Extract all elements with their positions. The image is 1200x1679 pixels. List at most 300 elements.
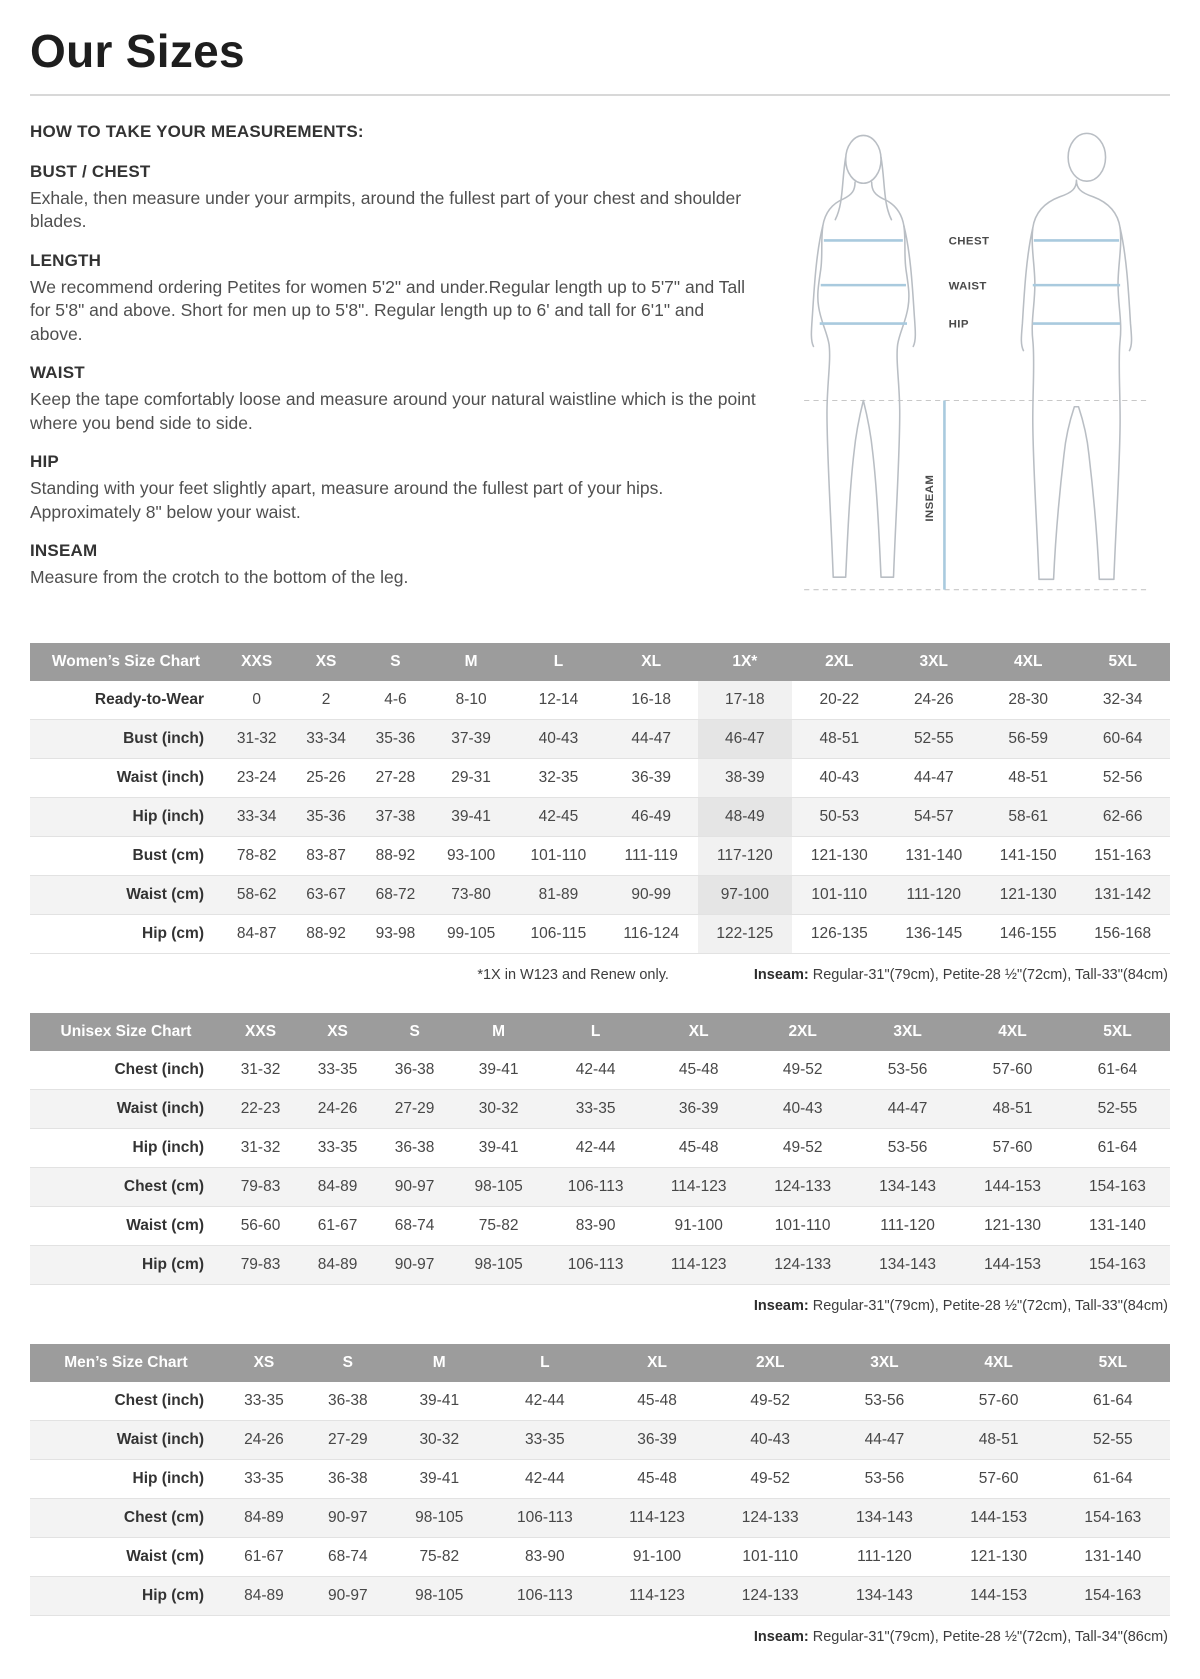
size-cell: 40-43	[538, 729, 579, 747]
size-column-header: S	[376, 1013, 453, 1051]
size-column-header: XS	[222, 1344, 306, 1382]
size-cell: 36-39	[637, 1430, 677, 1448]
size-cell: 154-163	[1089, 1255, 1146, 1273]
size-cell: 97-100	[698, 875, 792, 914]
size-cell: 42-44	[525, 1391, 565, 1409]
inseam-label: INSEAM	[924, 474, 937, 522]
inseam-footnote-text: Regular-31"(79cm), Petite-28 ½"(72cm), Tall-33"(84cm)	[808, 966, 1168, 983]
size-cell: 48-51	[1008, 768, 1049, 786]
inseam-footnote-text: Regular-31"(79cm), Petite-28 ½"(72cm), Tall-33"(84cm)	[808, 1297, 1168, 1314]
size-cell: 90-99	[631, 885, 672, 903]
size-column-header: 4XL	[981, 643, 1075, 681]
table-row	[30, 1498, 1170, 1537]
size-column-header: 2XL	[750, 1013, 855, 1051]
size-cell: 116-124	[623, 924, 680, 942]
size-cell: 24-26	[913, 690, 954, 708]
size-cell: 45-48	[637, 1469, 677, 1487]
size-cell: 8-10	[455, 690, 487, 708]
womens-size-chart	[30, 643, 1170, 954]
size-cell: 39-41	[451, 807, 491, 825]
size-cell: 126-135	[810, 924, 868, 942]
size-cell: 156-168	[1094, 924, 1152, 942]
size-cell: 33-35	[317, 1060, 358, 1078]
row-label: Waist (cm)	[126, 1216, 204, 1234]
size-cell: 58-62	[236, 885, 277, 903]
size-cell: 49-52	[750, 1469, 791, 1487]
size-cell: 90-97	[327, 1586, 368, 1604]
inseam-footnote-label: Inseam:	[753, 1628, 809, 1645]
size-cell: 36-38	[327, 1391, 368, 1409]
size-cell: 98-105	[415, 1586, 464, 1604]
size-cell: 17-18	[698, 681, 792, 720]
size-cell: 78-82	[236, 846, 277, 864]
row-label: Bust (inch)	[123, 729, 204, 747]
size-cell: 33-34	[306, 729, 346, 747]
table-row	[30, 1167, 1170, 1206]
size-cell: 33-35	[525, 1430, 565, 1448]
size-cell: 93-100	[446, 846, 496, 864]
row-label: Chest (inch)	[114, 1060, 204, 1078]
size-cell: 45-48	[678, 1138, 719, 1156]
size-cell: 52-55	[913, 729, 954, 747]
size-cell: 46-47	[698, 719, 792, 758]
measurement-instructions	[30, 120, 761, 613]
size-cell: 75-82	[419, 1547, 460, 1565]
size-cell: 154-163	[1084, 1586, 1142, 1604]
size-cell: 4-6	[384, 690, 407, 708]
size-cell: 33-35	[317, 1138, 358, 1156]
size-column-header: S	[306, 1344, 390, 1382]
size-cell: 98-105	[474, 1255, 523, 1273]
size-column-header: L	[544, 1013, 647, 1051]
table-row	[30, 681, 1170, 720]
size-cell: 45-48	[678, 1060, 719, 1078]
size-cell: 31-32	[236, 729, 277, 747]
title-divider	[30, 94, 1170, 96]
size-cell: 84-89	[244, 1586, 284, 1604]
row-label: Waist (cm)	[126, 1547, 204, 1565]
size-cell: 83-87	[306, 846, 346, 864]
size-cell: 81-89	[538, 885, 579, 903]
inseam-footnote	[754, 1629, 1168, 1645]
row-label: Ready-to-Wear	[94, 690, 204, 708]
row-label: Waist (inch)	[116, 1430, 204, 1448]
section-waist	[30, 363, 761, 435]
size-cell: 121-130	[970, 1547, 1028, 1565]
size-cell: 136-145	[905, 924, 963, 942]
size-cell: 88-92	[375, 846, 416, 864]
size-table	[30, 643, 1170, 954]
size-cell: 75-82	[478, 1216, 519, 1234]
size-cell: 62-66	[1102, 807, 1143, 825]
size-cell: 144-153	[984, 1255, 1041, 1273]
size-table	[30, 1013, 1170, 1285]
table-row	[30, 1206, 1170, 1245]
size-cell: 98-105	[415, 1508, 464, 1526]
size-cell: 141-150	[999, 846, 1057, 864]
size-cell: 29-31	[451, 768, 491, 786]
size-column-header: XXS	[222, 1013, 299, 1051]
size-cell: 42-44	[575, 1060, 616, 1078]
size-column-header: XXS	[222, 643, 291, 681]
inseam-footnote-text: Regular-31"(79cm), Petite-28 ½"(72cm), Tall-34"(86cm)	[808, 1628, 1168, 1645]
size-cell: 121-130	[810, 846, 868, 864]
unisex-size-chart-section	[30, 1013, 1170, 1314]
size-cell: 144-153	[970, 1586, 1028, 1604]
section-title: HIP	[30, 452, 59, 472]
size-cell: 99-105	[446, 924, 496, 942]
section-inseam	[30, 541, 761, 589]
size-cell: 111-120	[880, 1216, 935, 1234]
size-cell: 68-74	[327, 1547, 368, 1565]
size-column-header: 3XL	[855, 1013, 960, 1051]
size-cell: 33-35	[575, 1099, 616, 1117]
size-cell: 57-60	[992, 1138, 1033, 1156]
size-cell: 122-125	[698, 914, 792, 953]
size-column-header: 3XL	[887, 643, 981, 681]
measurement-guide	[30, 120, 1170, 613]
table-row	[30, 875, 1170, 914]
section-body: Exhale, then measure under your armpits, around the fullest part of your chest and shoulder blades.	[30, 188, 742, 232]
body-measurement-diagram	[775, 120, 1170, 613]
size-cell: 121-130	[984, 1216, 1041, 1234]
size-table	[30, 1344, 1170, 1616]
size-cell: 114-123	[629, 1586, 685, 1604]
size-cell: 106-113	[567, 1177, 624, 1195]
size-cell: 27-29	[327, 1430, 368, 1448]
table-row	[30, 758, 1170, 797]
size-cell: 68-72	[375, 885, 416, 903]
table-row	[30, 1420, 1170, 1459]
size-cell: 83-90	[575, 1216, 616, 1234]
size-cell: 114-123	[670, 1177, 727, 1195]
size-cell: 49-52	[782, 1138, 823, 1156]
size-cell: 57-60	[978, 1469, 1019, 1487]
size-cell: 49-52	[782, 1060, 823, 1078]
size-cell: 134-143	[855, 1508, 913, 1526]
size-cell: 48-49	[698, 797, 792, 836]
size-column-header: M	[453, 1013, 544, 1051]
table-title: Unisex Size Chart	[30, 1013, 222, 1051]
size-cell: 48-51	[978, 1430, 1019, 1448]
size-cell: 57-60	[992, 1060, 1033, 1078]
mens-size-chart-section	[30, 1344, 1170, 1645]
size-cell: 73-80	[451, 885, 491, 903]
size-cell: 154-163	[1084, 1508, 1142, 1526]
size-cell: 48-51	[992, 1099, 1033, 1117]
size-cell: 44-47	[631, 729, 672, 747]
size-cell: 37-38	[375, 807, 416, 825]
size-cell: 36-38	[327, 1469, 368, 1487]
mens-size-chart	[30, 1344, 1170, 1616]
size-column-header: 1X*	[698, 643, 792, 681]
size-cell: 134-143	[879, 1255, 937, 1273]
size-cell: 61-64	[1097, 1060, 1138, 1078]
size-column-header: 4XL	[960, 1013, 1065, 1051]
table-row	[30, 1089, 1170, 1128]
table-header-row	[30, 643, 1170, 681]
row-label: Hip (cm)	[142, 924, 204, 942]
size-cell: 154-163	[1089, 1177, 1146, 1195]
size-cell: 35-36	[306, 807, 346, 825]
size-cell: 91-100	[632, 1547, 682, 1565]
size-cell: 35-36	[375, 729, 416, 747]
size-cell: 111-120	[906, 885, 962, 903]
size-cell: 28-30	[1008, 690, 1049, 708]
size-cell: 52-56	[1102, 768, 1143, 786]
table-header-row	[30, 1013, 1170, 1051]
size-cell: 40-43	[782, 1099, 823, 1117]
size-cell: 30-32	[419, 1430, 460, 1448]
size-cell: 101-110	[811, 885, 868, 903]
size-column-header: L	[512, 643, 605, 681]
size-cell: 131-140	[1089, 1216, 1146, 1234]
size-cell: 90-97	[394, 1255, 435, 1273]
page-title: Our Sizes	[30, 25, 245, 77]
size-cell: 36-38	[394, 1138, 435, 1156]
size-cell: 2	[321, 690, 331, 708]
size-column-header: XS	[291, 643, 360, 681]
size-cell: 40-43	[750, 1430, 791, 1448]
size-column-header: 3XL	[827, 1344, 941, 1382]
size-cell: 101-110	[530, 846, 587, 864]
size-cell: 22-23	[240, 1099, 281, 1117]
size-cell: 33-35	[244, 1469, 284, 1487]
section-body: Standing with your feet slightly apart, measure around the fullest part of your hips. Approximately 8" below your waist.	[30, 478, 664, 522]
inseam-footnote	[754, 967, 1168, 983]
size-cell: 124-133	[741, 1586, 799, 1604]
row-label: Waist (inch)	[116, 1099, 204, 1117]
size-cell: 45-48	[637, 1391, 677, 1409]
table-row	[30, 836, 1170, 875]
hip-label: HIP	[948, 318, 969, 331]
size-cell: 106-115	[530, 924, 587, 942]
size-cell: 131-142	[1094, 885, 1152, 903]
size-cell: 46-49	[631, 807, 672, 825]
size-cell: 106-113	[567, 1255, 624, 1273]
size-cell: 88-92	[306, 924, 346, 942]
size-column-header: XL	[601, 1344, 713, 1382]
size-cell: 91-100	[674, 1216, 723, 1234]
size-cell: 124-133	[774, 1177, 832, 1195]
size-cell: 124-133	[741, 1508, 799, 1526]
size-cell: 61-64	[1097, 1138, 1138, 1156]
size-cell: 39-41	[419, 1469, 460, 1487]
size-cell: 27-28	[375, 768, 416, 786]
size-column-header: XL	[605, 643, 698, 681]
table-row	[30, 1051, 1170, 1090]
size-cell: 40-43	[819, 768, 860, 786]
row-label: Hip (inch)	[132, 1469, 204, 1487]
size-cell: 50-53	[819, 807, 860, 825]
size-cell: 24-26	[244, 1430, 284, 1448]
section-title: BUST / CHEST	[30, 162, 151, 181]
table-row	[30, 1382, 1170, 1421]
section-body: Keep the tape comfortably loose and measure around your natural waistline which is the point where you bend side to side.	[30, 389, 756, 433]
size-cell: 79-83	[240, 1177, 281, 1195]
size-cell: 33-34	[236, 807, 277, 825]
row-label: Waist (cm)	[126, 885, 204, 903]
section-hip	[30, 452, 761, 524]
row-label: Waist (inch)	[116, 768, 204, 786]
size-column-header: 5XL	[1075, 643, 1170, 681]
size-cell: 24-26	[317, 1099, 358, 1117]
size-cell: 53-56	[864, 1469, 905, 1487]
size-cell: 90-97	[394, 1177, 435, 1195]
table-row	[30, 1537, 1170, 1576]
size-cell: 56-59	[1008, 729, 1049, 747]
row-label: Chest (inch)	[114, 1391, 204, 1409]
size-cell: 84-89	[317, 1177, 358, 1195]
size-cell: 37-39	[451, 729, 491, 747]
size-cell: 42-44	[525, 1469, 565, 1487]
waist-label: WAIST	[948, 280, 987, 293]
size-cell: 54-57	[913, 807, 954, 825]
size-cell: 12-14	[538, 690, 579, 708]
section-title: LENGTH	[30, 250, 102, 270]
size-column-header: 2XL	[792, 643, 886, 681]
size-cell: 30-32	[478, 1099, 519, 1117]
section-title: INSEAM	[30, 540, 98, 560]
womens-size-chart-section	[30, 643, 1170, 983]
row-label: Hip (cm)	[142, 1586, 204, 1604]
size-column-header: XL	[647, 1013, 750, 1051]
size-cell: 60-64	[1102, 729, 1143, 747]
size-cell: 121-130	[999, 885, 1057, 903]
size-cell: 84-87	[236, 924, 277, 942]
table-row	[30, 1459, 1170, 1498]
table-row	[30, 1245, 1170, 1284]
size-cell: 83-90	[525, 1547, 565, 1565]
table-header-row	[30, 1344, 1170, 1382]
unisex-chart-footnotes	[32, 1298, 1168, 1314]
table-row	[30, 797, 1170, 836]
size-cell: 101-110	[774, 1216, 831, 1234]
size-cell: 25-26	[306, 768, 346, 786]
size-column-header: S	[361, 643, 430, 681]
size-cell: 61-64	[1093, 1469, 1133, 1487]
size-cell: 32-35	[538, 768, 579, 786]
body-figures-illustration	[775, 124, 1170, 613]
size-cell: 114-123	[670, 1255, 727, 1273]
mens-chart-footnotes	[32, 1629, 1168, 1645]
size-cell: 131-140	[1084, 1547, 1142, 1565]
size-cell: 117-120	[698, 836, 792, 875]
size-cell: 42-44	[575, 1138, 616, 1156]
size-cell: 84-89	[244, 1508, 284, 1526]
section-body: Measure from the crotch to the bottom of the leg.	[30, 566, 409, 587]
inseam-footnote-label: Inseam:	[753, 966, 809, 983]
size-column-header: 5XL	[1065, 1013, 1170, 1051]
instructions-heading: HOW TO TAKE YOUR MEASUREMENTS:	[30, 122, 364, 141]
size-cell: 38-39	[698, 758, 792, 797]
size-cell: 44-47	[887, 1099, 928, 1117]
size-cell: 114-123	[629, 1508, 685, 1526]
size-cell: 31-32	[240, 1060, 281, 1078]
size-cell: 106-113	[517, 1586, 573, 1604]
size-cell: 36-39	[678, 1099, 719, 1117]
size-column-header: 5XL	[1056, 1344, 1170, 1382]
size-cell: 42-45	[538, 807, 579, 825]
size-cell: 44-47	[864, 1430, 905, 1448]
unisex-size-chart	[30, 1013, 1170, 1285]
size-cell: 93-98	[375, 924, 416, 942]
size-cell: 84-89	[317, 1255, 358, 1273]
size-cell: 36-39	[631, 768, 672, 786]
size-cell: 106-113	[517, 1508, 573, 1526]
size-cell: 134-143	[879, 1177, 937, 1195]
row-label: Bust (cm)	[132, 846, 204, 864]
section-length	[30, 251, 761, 346]
size-cell: 52-55	[1093, 1430, 1133, 1448]
row-label: Chest (cm)	[123, 1508, 204, 1526]
size-column-header: 2XL	[713, 1344, 827, 1382]
chest-label: CHEST	[948, 235, 990, 248]
size-cell: 44-47	[913, 768, 954, 786]
size-cell: 144-153	[984, 1177, 1041, 1195]
size-cell: 134-143	[855, 1586, 913, 1604]
size-cell: 27-29	[394, 1099, 435, 1117]
section-body: We recommend ordering Petites for women 5'2" and under.Regular length up to 5'7" and Tall for 5'8" and above. Short for men up to 5'8". Regular length up to 6' and tall for 6'1" and above.	[30, 276, 745, 344]
row-label: Chest (cm)	[123, 1177, 204, 1195]
size-cell: 20-22	[819, 690, 860, 708]
size-cell: 53-56	[864, 1391, 905, 1409]
size-cell: 36-38	[394, 1060, 435, 1078]
size-cell: 33-35	[244, 1391, 284, 1409]
size-cell: 32-34	[1102, 690, 1143, 708]
womens-chart-footnotes	[32, 967, 1168, 983]
size-cell: 0	[252, 690, 261, 708]
size-column-header: 4XL	[942, 1344, 1056, 1382]
row-label: Hip (cm)	[142, 1255, 204, 1273]
size-column-header: L	[489, 1344, 601, 1382]
size-cell: 79-83	[240, 1255, 281, 1273]
size-column-header: M	[430, 643, 512, 681]
size-cell: 68-74	[394, 1216, 435, 1234]
size-cell: 111-119	[624, 846, 678, 864]
size-cell: 16-18	[631, 690, 672, 708]
size-column-header: M	[390, 1344, 489, 1382]
size-cell: 131-140	[905, 846, 963, 864]
table-title: Women’s Size Chart	[30, 643, 222, 681]
size-cell: 151-163	[1094, 846, 1152, 864]
section-title: WAIST	[30, 363, 85, 383]
size-cell: 48-51	[819, 729, 860, 747]
table-row	[30, 914, 1170, 953]
size-cell: 23-24	[236, 768, 277, 786]
table-row	[30, 719, 1170, 758]
size-cell: 124-133	[774, 1255, 832, 1273]
section-bust-chest	[30, 162, 761, 234]
size-cell: 111-120	[857, 1547, 912, 1565]
size-cell: 146-155	[999, 924, 1057, 942]
size-cell: 49-52	[750, 1391, 791, 1409]
size-cell: 53-56	[887, 1060, 928, 1078]
row-label: Hip (inch)	[132, 807, 204, 825]
size-cell: 52-55	[1097, 1099, 1138, 1117]
size-cell: 101-110	[742, 1547, 799, 1565]
size-cell: 57-60	[978, 1391, 1019, 1409]
size-cell: 61-67	[317, 1216, 358, 1234]
one-x-footnote: *1X in W123 and Renew only.	[477, 966, 669, 983]
inseam-footnote	[754, 1298, 1168, 1314]
size-cell: 39-41	[478, 1060, 519, 1078]
inseam-footnote-label: Inseam:	[753, 1297, 809, 1314]
size-cell: 39-41	[419, 1391, 460, 1409]
size-cell: 58-61	[1008, 807, 1049, 825]
table-row	[30, 1576, 1170, 1615]
size-cell: 53-56	[887, 1138, 928, 1156]
